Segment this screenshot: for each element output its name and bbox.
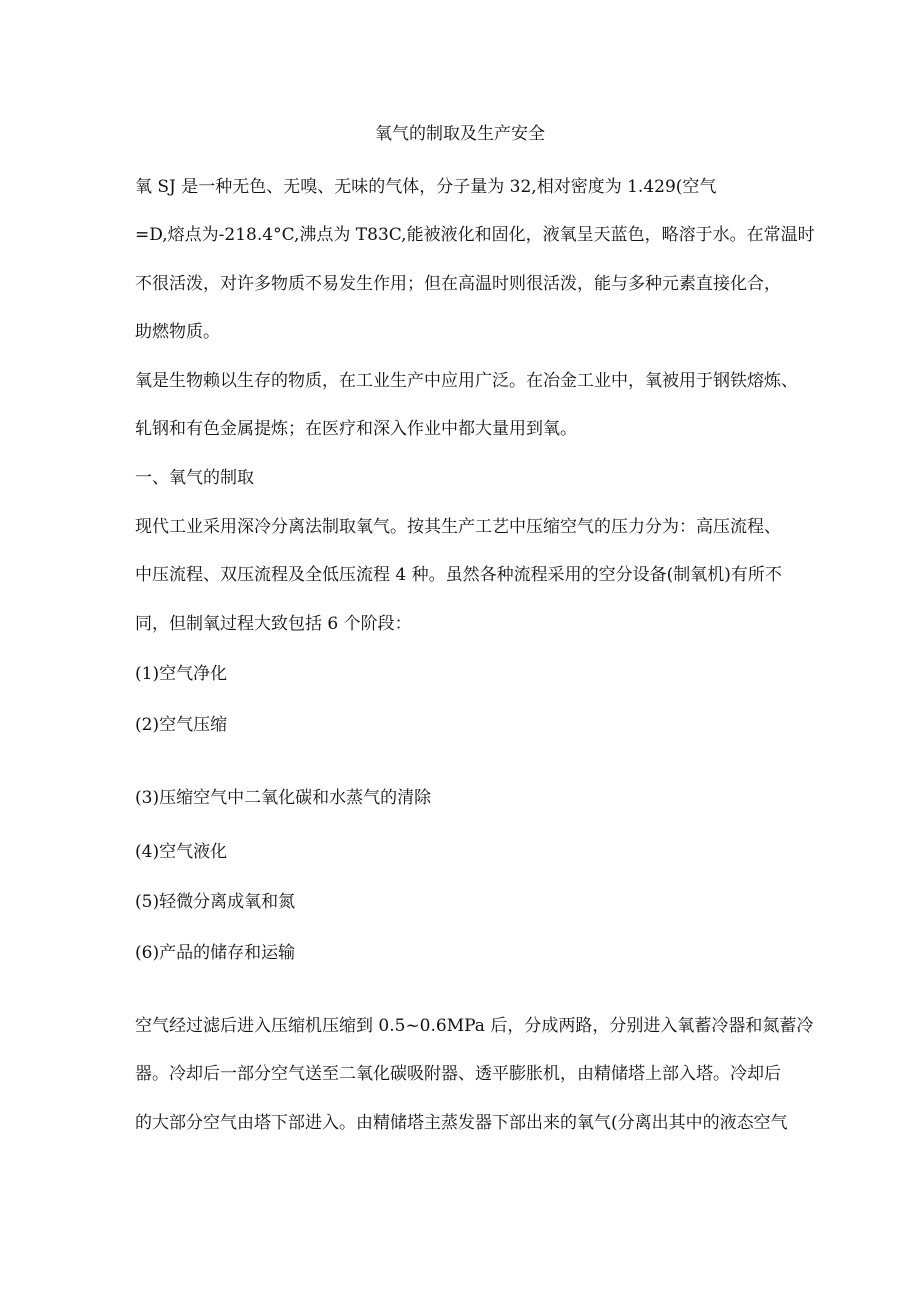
page-title: 氧气的制取及生产安全 — [375, 124, 545, 144]
paragraph-line: 空气经过滤后进入压缩机压缩到 0.5~0.6MPa 后，分成两路，分别进入氧蓄冷器和氮蓄冷 — [135, 1016, 814, 1036]
paragraph-line: 中压流程、双压流程及全低压流程 4 种。虽然各种流程采用的空分设备(制氧机)有所不 — [135, 565, 782, 585]
paragraph-line: 氧是生物赖以生存的物质，在工业生产中应用广泛。在冶金工业中，氧被用于钢铁熔炼、 — [135, 371, 798, 391]
paragraph-line: 助燃物质。 — [135, 322, 220, 342]
paragraph-line: 不很活泼，对许多物质不易发生作用；但在高温时则很活泼，能与多种元素直接化合， — [135, 274, 781, 294]
paragraph-line: 现代工业采用深冷分离法制取氧气。按其生产工艺中压缩空气的压力分为：高压流程、 — [135, 517, 781, 537]
list-item: (4)空气液化 — [135, 842, 228, 862]
list-item: (6)产品的储存和运输 — [135, 943, 296, 963]
paragraph-line: 的大部分空气由塔下部进入。由精储塔主蒸发器下部出来的氧气(分离出其中的液态空气 — [135, 1113, 788, 1133]
list-item: (1)空气净化 — [135, 664, 228, 684]
paragraph-line: =D,熔点为-218.4°C,沸点为 T83C,能被液化和固化，液氧呈天蓝色，略溶于水。在常温时 — [135, 225, 815, 245]
section-heading: 一、氧气的制取 — [135, 468, 254, 488]
paragraph-line: 氧 SJ 是一种无色、无嗅、无味的气体，分子量为 32,相对密度为 1.429(空气 — [135, 177, 717, 197]
paragraph-line: 轧钢和有色金属提炼；在医疗和深入作业中都大量用到氧。 — [135, 419, 577, 439]
paragraph-line: 同，但制氧过程大致包括 6 个阶段： — [135, 614, 412, 634]
list-item: (3)压缩空气中二氧化碳和水蒸气的清除 — [135, 788, 432, 808]
list-item: (5)轻微分离成氧和氮 — [135, 892, 296, 912]
paragraph-line: 器。冷却后一部分空气送至二氧化碳吸附器、透平膨胀机，由精储塔上部入塔。冷却后 — [135, 1064, 781, 1084]
list-item: (2)空气压缩 — [135, 715, 228, 735]
